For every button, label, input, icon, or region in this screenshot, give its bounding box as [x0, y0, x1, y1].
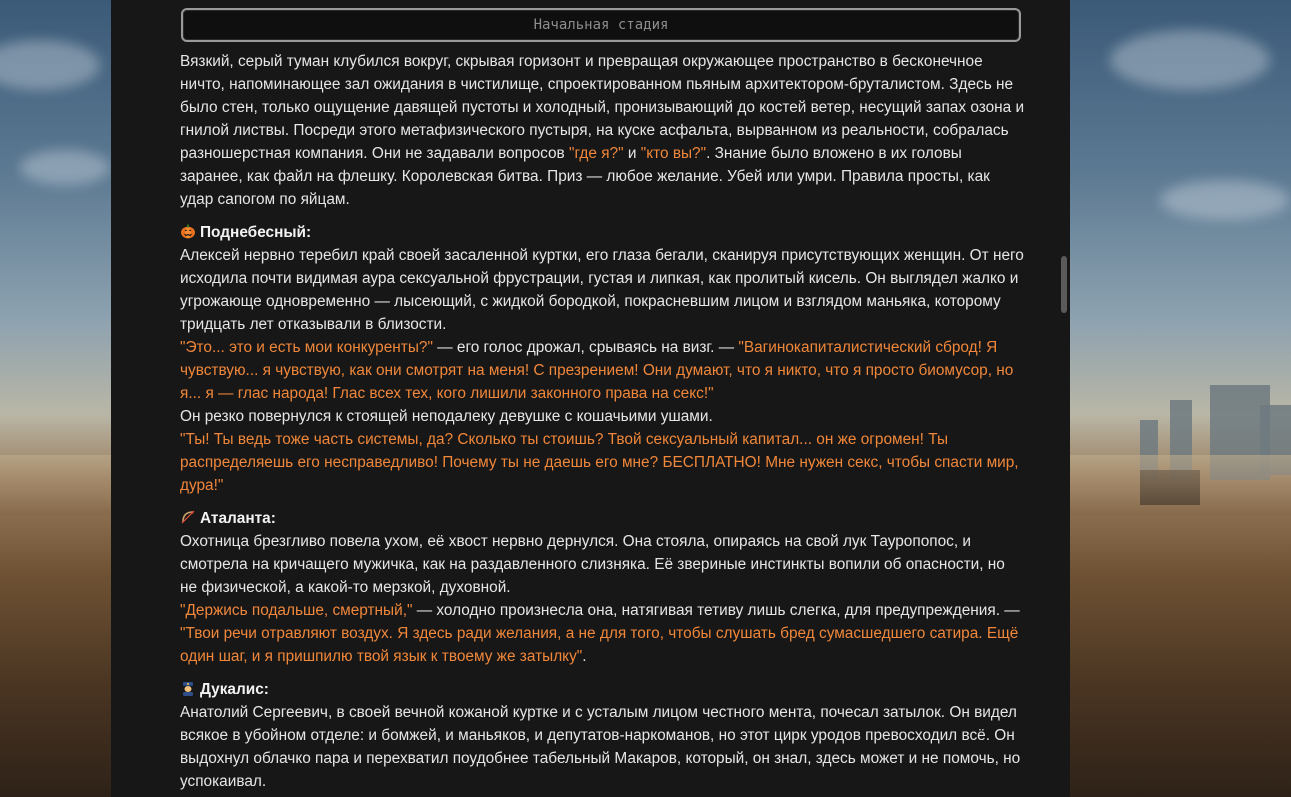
vertical-scrollbar[interactable] [1058, 0, 1070, 797]
police-officer-icon [180, 680, 196, 696]
intro-text-3: . Знание было вложено в их головы заранее, как файл на флешку. Королевская битва. Приз — любое желание. Убей или умри. Правила просты, как удар сапогом по яйцам. [180, 145, 990, 208]
background-right-strip [1070, 0, 1291, 797]
character-heading-dukalis [180, 678, 1026, 701]
background-left-strip [0, 0, 111, 797]
scrollbar-thumb[interactable] [1061, 256, 1067, 313]
dialogue-quote: "Держись подальше, смертный," [180, 602, 413, 619]
narration-text: . [582, 648, 587, 665]
dialogue-quote: "Твои речи отравляют воздух. Я здесь ради желания, а не для того, чтобы слушать бред сумасшедшего сатира. Ещё один шаг, и я пришпилю твой язык к твоему же затылку" [180, 625, 1019, 665]
intro-text-2: и [623, 145, 641, 162]
narration-paragraph: Он резко повернулся к стоящей неподалеку девушке с кошачьими ушами. [180, 408, 713, 425]
pumpkin-icon [180, 223, 196, 239]
character-heading-atalanta [180, 507, 1026, 530]
dialogue-quote: "Ты! Ты ведь тоже часть системы, да? Сколько ты стоишь? Твой сексуальный капитал... он же огромен! Ты распределяешь его несправедливо! Почему ты не даешь его мне? БЕСПЛАТНО! Мне нужен секс, чтобы спасти мир, дура!" [180, 431, 1019, 494]
intro-quote-1: "где я?" [569, 145, 624, 162]
intro-text-1: Вязкий, серый туман клубился вокруг, скрывая горизонт и превращая окружающее пространство в бесконечное ничто, напоминающее зал ожидания в чистилище, спроектированном пьяным архитектором-бруталистом. Здесь не было стен, только ощущение давящей пустоты и холодный, пронизывающий до костей ветер, несущий запах озона и гнилой листвы. Посреди этого метафизического пустыря, на куске асфальта, вырванном из реальности, собралась разношерстная компания. Они не задавали вопросов [180, 53, 1025, 162]
bow-and-arrow-icon [180, 509, 196, 525]
stage-title: Начальная стадия [533, 17, 669, 33]
narration-text: — холодно произнесла она, натягивая тетиву лишь слегка, для предупреждения. — [412, 602, 1020, 619]
intro-paragraph [180, 50, 1026, 211]
narration-text: — его голос дрожал, срываясь на визг. — [432, 339, 739, 356]
dialogue-quote: "Вагинокапиталистический сброд! Я чувствую... я чувствую, как они смотрят на меня! С презрением! Они думают, что я никто, что я просто биомусор, но я... я — глас народа! Глас всех тех, кого лишили законного права на секс!" [180, 339, 1014, 402]
intro-quote-2: "кто вы?" [640, 145, 707, 162]
character-name: Поднебесный: [200, 224, 312, 241]
message-content [180, 50, 1026, 793]
character-name: Аталанта: [200, 510, 276, 527]
dialogue-quote: "Это... это и есть мои конкуренты?" [180, 339, 433, 356]
character-heading-podnebesny [180, 221, 1026, 244]
character-name: Дукалис: [200, 681, 269, 698]
narration-paragraph: Охотница брезгливо повела ухом, её хвост нервно дернулся. Она стояла, опираясь на свой лук Тауропопос, и смотрела на кричащего мужичка, как на раздавленного слизняка. Её звериные инстинкты вопили об опасности, но не физической, а какой-то мерзкой, духовной. [180, 533, 1005, 596]
stage-title-box [181, 8, 1021, 42]
narration-paragraph: Алексей нервно теребил край своей засаленной куртки, его глаза бегали, сканируя присутствующих женщин. От него исходила почти видимая аура сексуальной фрустрации, густая и липкая, как пролитый кисель. Он выглядел жалко и угрожающе одновременно — лысеющий, с жидкой бородкой, покрасневшим лицом и взглядом маньяка, которому тридцать лет отказывали в близости. [180, 247, 1024, 333]
narration-paragraph: Анатолий Сергеевич, в своей вечной кожаной куртке и с усталым лицом честного мента, почесал затылок. Он видел всякое в убойном отделе: и бомжей, и маньяков, и депутатов-наркоманов, но этот цирк уродов превосходил всё. Он выдохнул облачко пара и перехватил поудобнее табельный Макаров, который, он знал, здесь может и не помочь, но успокаивал. [180, 704, 1021, 790]
dialogue-paragraph [180, 336, 1026, 405]
dialogue-paragraph [180, 599, 1026, 668]
